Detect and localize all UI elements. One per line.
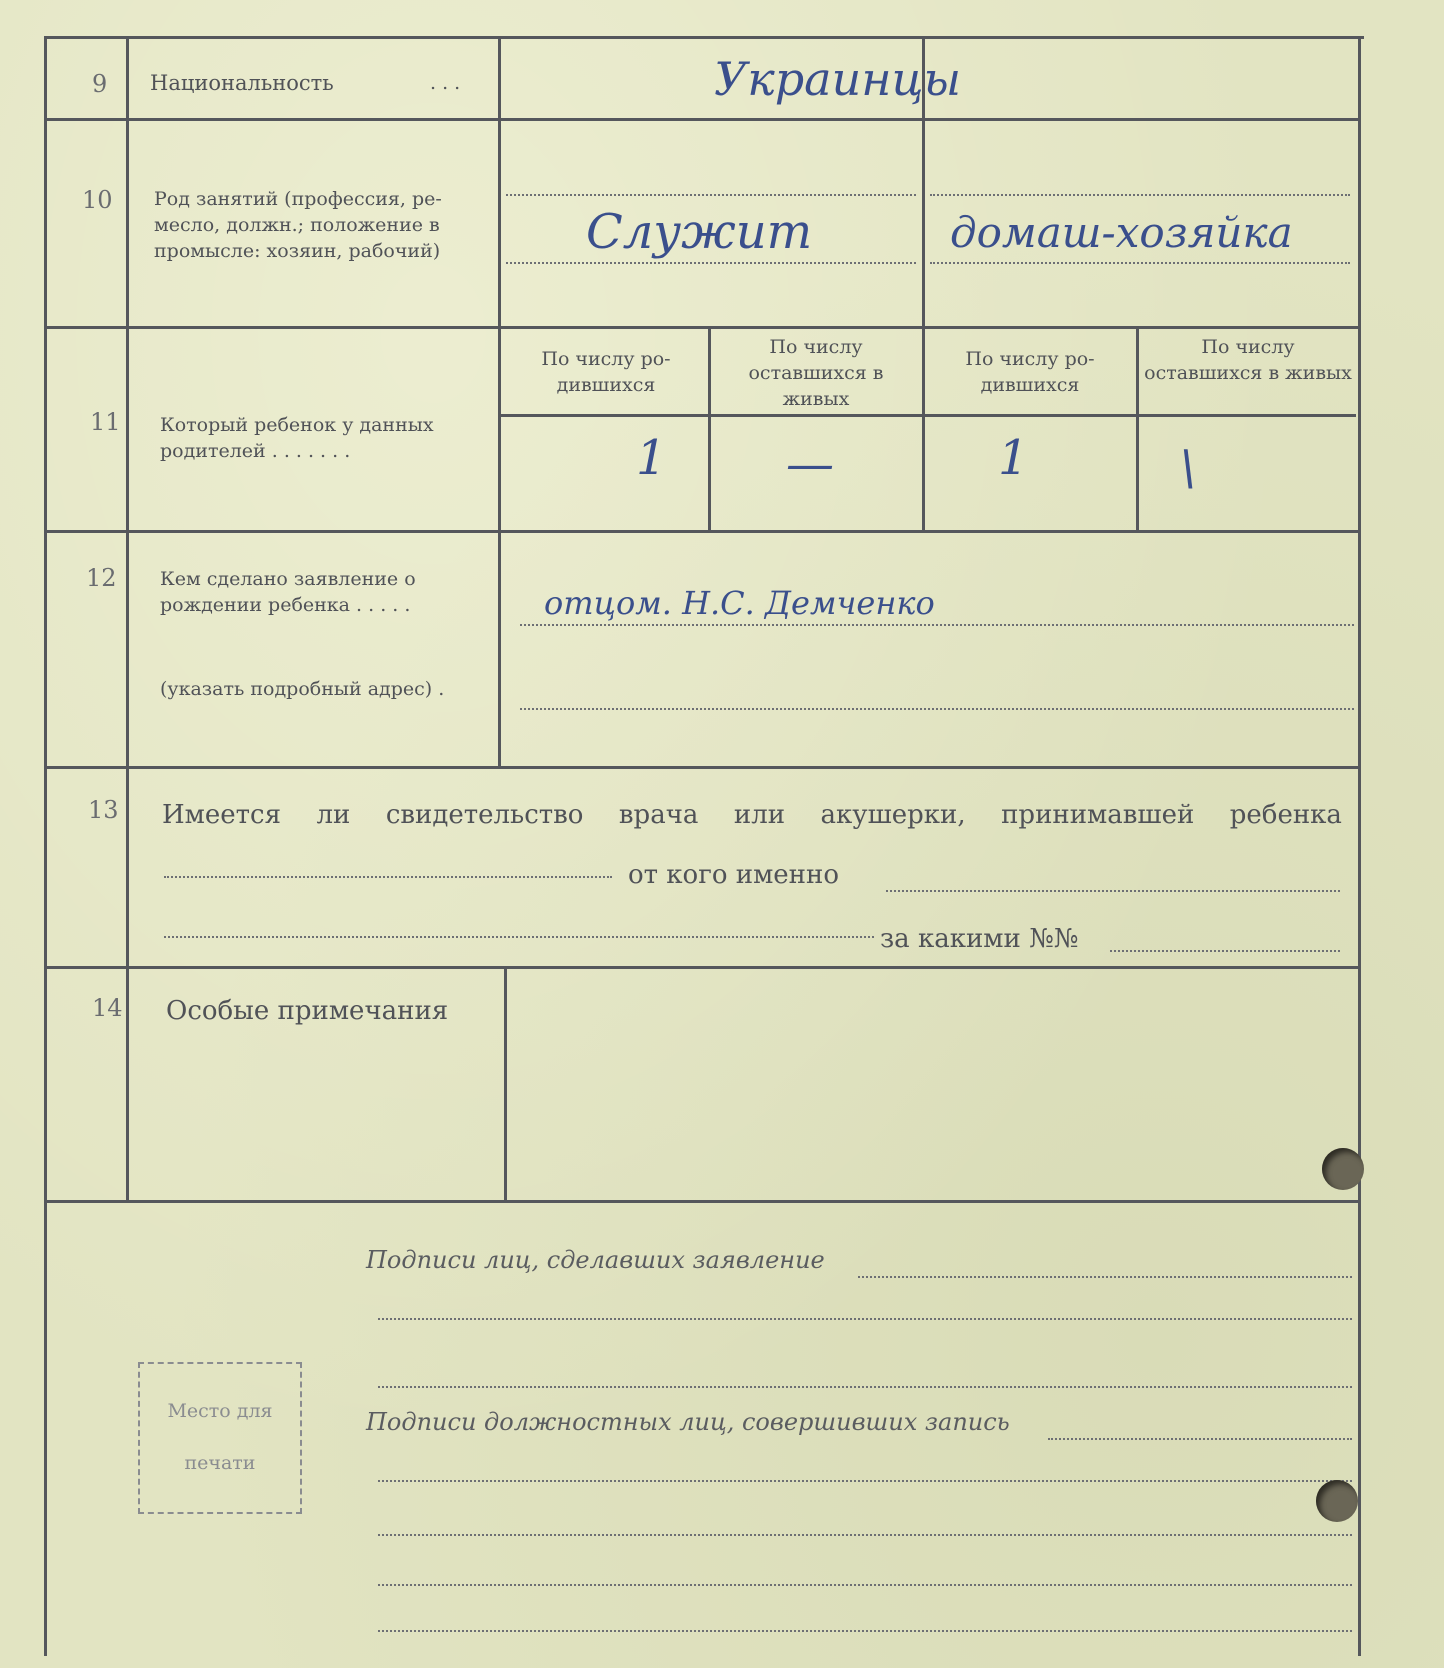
certificate-question-word-4: врача <box>618 800 699 830</box>
address-note: (указать подробный адрес) . <box>160 678 445 700</box>
child-order-label-line-1: Который ребенок у данных <box>160 414 434 436</box>
occupation-dotline-1 <box>506 194 916 196</box>
certificate-question <box>162 800 1342 830</box>
declarant-label-line-1: Кем сделано заявление о <box>160 568 416 590</box>
leader-dots: . . . <box>430 72 461 94</box>
declarant-dotline-1 <box>520 624 1354 626</box>
row-separator-11 <box>44 530 1358 533</box>
row-number-9: 9 <box>92 70 108 98</box>
row-number-12: 12 <box>86 564 117 592</box>
alive-count-1: — <box>786 436 834 492</box>
row-separator-9 <box>44 118 1358 121</box>
binder-hole-upper <box>1322 1148 1364 1190</box>
signature-dotline-3 <box>378 1386 1352 1388</box>
row-separator-12 <box>44 766 1358 769</box>
certificate-question-word-8: ребенка <box>1229 800 1342 830</box>
certificate-question-word-7: принимавшей <box>1001 800 1195 830</box>
certificate-question-word-3: свидетельство <box>385 800 584 830</box>
col-divider-2 <box>708 326 711 530</box>
signature-dotline-2 <box>378 1318 1352 1320</box>
occupation-label <box>154 186 484 264</box>
certificate-question-word-5: или <box>733 800 786 830</box>
certificate-dotline-1 <box>164 876 612 878</box>
father-occupation-value: Служит <box>586 204 813 260</box>
alive-count-2: \ <box>1180 440 1197 496</box>
label-divider-upper <box>498 36 501 766</box>
row-separator-14 <box>44 1200 1358 1203</box>
special-notes-label: Особые примечания <box>166 996 449 1026</box>
certificate-dotline-3 <box>164 936 874 938</box>
child-order-label-line-2: родителей . . . . . . . <box>160 440 351 462</box>
from-whom-label: от кого именно <box>628 860 839 890</box>
declarant-label-line-2: рождении ребенка . . . . . <box>160 594 411 616</box>
binder-hole-lower <box>1316 1480 1358 1522</box>
occupation-label-line-2: месло, должн.; положение в <box>154 214 440 236</box>
declarant-value: отцом. Н.С. Демченко <box>544 584 935 622</box>
child-order-label <box>160 412 490 464</box>
col-divider-4 <box>1136 326 1139 530</box>
declarant-signatures-label: Подписи лиц, сделавших заявление <box>366 1246 825 1274</box>
nationality-value: Украинцы <box>714 52 962 106</box>
signature-dotline-4 <box>1048 1438 1352 1440</box>
declarant-dotline-2 <box>520 708 1354 710</box>
signature-dotline-7 <box>378 1584 1352 1586</box>
parent-divider <box>922 36 925 530</box>
born-count-1: 1 <box>636 430 667 486</box>
certificate-question-word-1: Имеется <box>162 800 282 830</box>
stamp-label-line-1: Место для <box>167 1400 273 1422</box>
row-separator-10 <box>44 326 1358 329</box>
born-count-2: 1 <box>998 430 1029 486</box>
subheader-line <box>500 414 1356 417</box>
stamp-label-line-2: печати <box>184 1452 256 1474</box>
signature-dotline-1 <box>858 1276 1352 1278</box>
certificate-dotline-2 <box>886 890 1340 892</box>
col-header-born-1: По числу ро- дившихся <box>541 348 671 396</box>
row-number-14: 14 <box>92 994 123 1022</box>
mother-occupation-value: домаш-хозяйка <box>950 208 1293 257</box>
col-header-born-2: По числу ро- дившихся <box>965 348 1095 396</box>
occupation-dotline-2 <box>506 262 916 264</box>
stamp-placeholder <box>138 1362 302 1514</box>
declarant-label <box>160 566 492 618</box>
numbers-label: за какими №№ <box>880 924 1079 954</box>
official-signatures-label: Подписи должностных лиц, совершивших запись <box>366 1408 1010 1436</box>
certificate-dotline-4 <box>1110 950 1340 952</box>
occupation-dotline-4 <box>930 262 1350 264</box>
row-separator-13 <box>44 966 1358 969</box>
row-number-11: 11 <box>90 408 121 436</box>
frame-right-line <box>1358 36 1361 1656</box>
col-header-alive-2: По числу оставшихся в живых <box>1144 336 1352 384</box>
row-number-13: 13 <box>88 796 119 824</box>
nationality-label: Национальность <box>150 71 334 95</box>
occupation-label-line-1: Род занятий (профессия, ре- <box>154 188 442 210</box>
signature-dotline-6 <box>378 1534 1352 1536</box>
occupation-label-line-3: промысле: хозяин, рабочий) <box>154 240 441 262</box>
col-header-alive-1: По числу оставшихся в живых <box>748 336 884 410</box>
row-number-10: 10 <box>82 186 113 214</box>
label-divider-lower <box>504 966 507 1200</box>
frame-top-line <box>44 36 1364 39</box>
signature-dotline-8 <box>378 1630 1352 1632</box>
number-column-line <box>126 36 129 1201</box>
certificate-question-word-6: акушерки, <box>820 800 966 830</box>
signature-dotline-5 <box>378 1480 1352 1482</box>
frame-left-line <box>44 36 47 1656</box>
occupation-dotline-3 <box>930 194 1350 196</box>
certificate-question-word-2: ли <box>316 800 351 830</box>
